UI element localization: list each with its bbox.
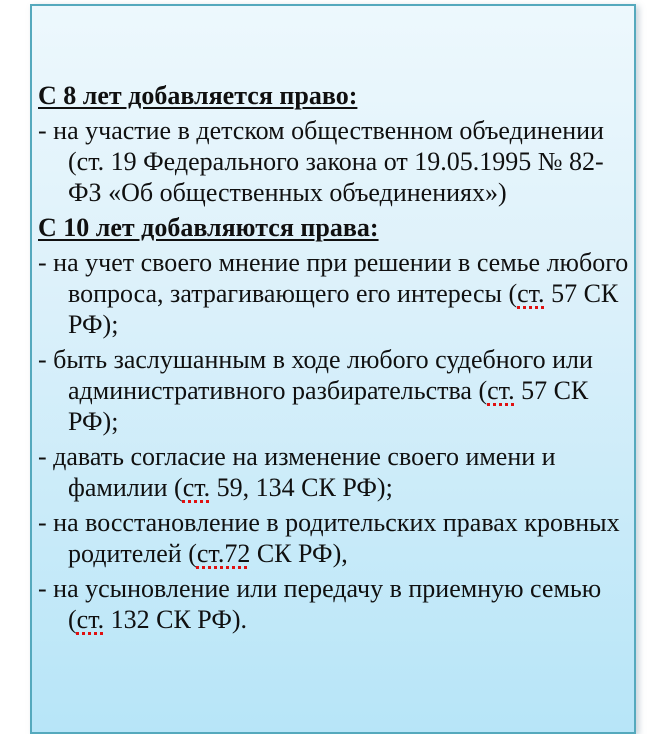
paragraph-text: - на восстановление в родительских правах кровных родителей ( bbox=[38, 508, 620, 568]
paragraph-text: СК РФ), bbox=[250, 539, 348, 568]
spellcheck-word: ст. bbox=[517, 279, 545, 308]
spellcheck-word: ст.72 bbox=[196, 539, 251, 568]
bullet-item-participation bbox=[38, 115, 631, 208]
paragraph-text: - на усыновление или передачу в приемную семью ( bbox=[38, 574, 602, 634]
paragraph-text: 59, 134 СК РФ); bbox=[210, 473, 393, 502]
heading-age-10 bbox=[38, 212, 631, 243]
paragraph-text: - давать согласие на изменение своего имени и фамилии ( bbox=[38, 442, 556, 502]
spellcheck-word: ст. bbox=[487, 376, 515, 405]
slide-text-card bbox=[30, 4, 636, 734]
bullet-item-hearing bbox=[38, 344, 631, 437]
bullet-item-opinion bbox=[38, 247, 631, 340]
paragraph-text: 132 СК РФ). bbox=[104, 605, 248, 634]
text-content bbox=[32, 6, 634, 635]
paragraph-text: - на участие в детском общественном объединении (ст. 19 Федерального закона от 19.05.1995 № 82-ФЗ «Об общественных объединениях») bbox=[38, 116, 604, 207]
paragraph-text: - быть заслушанным в ходе любого судебного или административного разбирательства ( bbox=[38, 345, 593, 405]
bullet-item-adoption bbox=[38, 573, 631, 635]
heading-age-8 bbox=[38, 80, 631, 111]
spellcheck-word: ст. bbox=[182, 473, 211, 502]
spellcheck-word: ст. bbox=[76, 605, 105, 634]
bullet-item-name-change bbox=[38, 441, 631, 503]
paragraph-text: 57 СК РФ); bbox=[68, 279, 619, 339]
paragraph-text: - на учет своего мнение при решении в семье любого вопроса, затрагивающего его интересы ( bbox=[38, 248, 629, 308]
bullet-item-parental-rights bbox=[38, 507, 631, 569]
paragraph-text: 57 СК РФ); bbox=[68, 376, 589, 436]
heading-text: С 8 лет добавляется право: bbox=[38, 81, 358, 110]
heading-text: С 10 лет добавляются права: bbox=[38, 213, 379, 242]
